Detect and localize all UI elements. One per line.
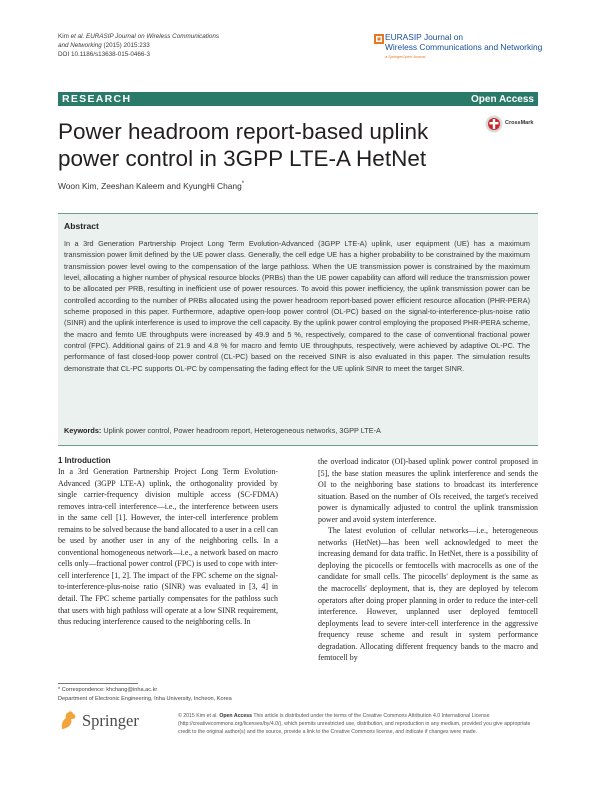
crossmark-badge[interactable]: CrossMark [485, 115, 540, 135]
doi-link[interactable]: DOI 10.1186/s13638-015-0466-3 [58, 51, 150, 58]
citation-line-1: Kim et al. EURASIP Journal on Wireless Communications [58, 33, 220, 40]
footnote-rule [58, 683, 138, 684]
crossmark-icon [485, 115, 503, 133]
affiliation: Department of Electronic Engineering, Inha University, Incheon, Korea [58, 695, 232, 702]
springer-logo[interactable]: Springer [58, 709, 168, 733]
paragraph: the overload indicator (OI)-based uplink power control proposed in [5], the base station measures the uplink interference and sends the OI to the neighboring base stations to broadcast its interference situation. Based on the number of OIs received, the target's received power is dynamically adjusted to control the uplink transmission power and avoid system interference. [318, 457, 538, 524]
paragraph: The latest evolution of cellular networks—i.e., heterogeneous networks (HetNet)—has been well acknowledged to meet the increasing demand for data traffic. In HetNet, there is a possibility of deploying the picocells or femtocells with macrocells as one of the candidate for small cells. The picocells' deployment is the same as the macrocells' deployment, that is, they are deployed by telecom operators after doing proper planning in order to reduce the inter-cell interference. However, unplanned user deployed femtocell deployments lead to severe inter-cell interference in the aggressive frequency reuse scheme and result in system performance degradation. Allocating different frequency bands to the macro and femtocell by [318, 526, 538, 663]
abstract-text: In a 3rd Generation Partnership Project Long Term Evolution-Advanced (3GPP LTE-A) uplink, user equipment (UE) has a maximum transmission power limit defined by the UE power class. Generally, the cell edge UE has a higher probability to be constrained by the maximum transmission power level owing to the compensation of the large pathloss. When the UE transmission power is constrained by the maximum level, allocating a higher number of physical resource blocks (PRBs) than the UE power capability can afford will reduce the transmission power to be allocated per PRB, resulting in inefficient use of power resources. To avoid this power inefficiency, the uplink transmission power can be controlled according to the number of PRBs allocated using the power headroom report-based power efficient resource allocation (PHR-PERA) scheme proposed in this paper. Furthermore, adaptive open-loop power control (OL-PC) based on the signal-to-interference-plus-noise ratio (SINR) and the uplink interference is used to improve the cell capacity. By the uplink power control employing the proposed PHR-PERA scheme, the macro and femto UE throughputs were increased by 49.9 and 5 %, respectively, compared to the case of conventional fractional power control (FPC). Additional gains of 21.9 and 4.8 % for macro and femto UE throughputs, respectively, were achieved by adaptive OL-PC. The performance of fast closed-loop power control (CL-PC) based on the received SINR is also evaluated in this paper. The simulation results demonstrate that CL-PC supports OL-PC by compensating the fading effect for the UE uplink SINR to meet the target SINR. [64, 239, 530, 373]
paragraph: In a 3rd Generation Partnership Project Long Term Evolution-Advanced (3GPP LTE-A) uplink, the orthogonality provided by single carrier-frequency division multiple access (SC-FDMA) removes intra-cell interference—i.e., the interference between users in the same cell [1]. However, the inter-cell interference problem remains to be solved because the band allocated to a user in a cell can be used by another user in any of the neighboring cells. In a conventional homogeneous network—i.e., a network based on macro cells only—fractional power control (FPC) is used to cope with inter-cell interference [1, 2]. The impact of the FPC scheme on the signal-to-interference-plus-noise ratio (SINR) was evaluated in [3, 4] in detail. The FPC scheme partially compensates for the pathloss such that users with high pathloss will operate at a low SINR requirement, thus reducing interference caused to the neighboring cells. In [58, 467, 278, 627]
correspondence-email[interactable]: * Correspondence: khchang@inha.ac.kr [58, 687, 158, 693]
author-list: Woon Kim, Zeeshan Kaleem and KyungHi Chang* [58, 181, 245, 191]
section-banner [58, 92, 538, 106]
journal-name: EURASIP Journal on Wireless Communications and Networking [385, 32, 543, 52]
body-column-left [58, 456, 278, 628]
corresponding-marker: * [241, 181, 245, 188]
journal-publisher: a SpringerOpen Journal [385, 55, 426, 59]
article-title: Power headroom report-based uplink power control in 3GPP LTE-A HetNet [58, 119, 429, 171]
springer-horse-icon [58, 709, 78, 731]
license-text: © 2015 Kim et al. Open Access This article is distributed under the terms of the Creative Commons Attribution 4.0 International License (http://creativecommons.org/licenses/by/4.0/), which permits unrestricted use, distribution, and reproduction in any medium, provided you give appropriate credit to the original author(s) and the source, provide a link to the Creative Commons license, and indicate if changes were made. [178, 713, 531, 736]
section-heading: 1 Introduction [58, 456, 111, 465]
footnote [58, 686, 232, 703]
body-column-right [318, 456, 538, 664]
citation-block [58, 32, 219, 59]
keywords: Keywords: Uplink power control, Power headroom report, Heterogeneous networks, 3GPP LTE-A [64, 426, 381, 435]
open-access-label: Open Access [471, 93, 534, 105]
article-type-label: RESEARCH [62, 93, 132, 105]
journal-logo-icon [374, 34, 384, 44]
abstract-box [58, 213, 538, 446]
citation-line-2: and Networking (2015) 2015:233 [58, 42, 150, 49]
abstract-heading: Abstract [64, 221, 99, 231]
